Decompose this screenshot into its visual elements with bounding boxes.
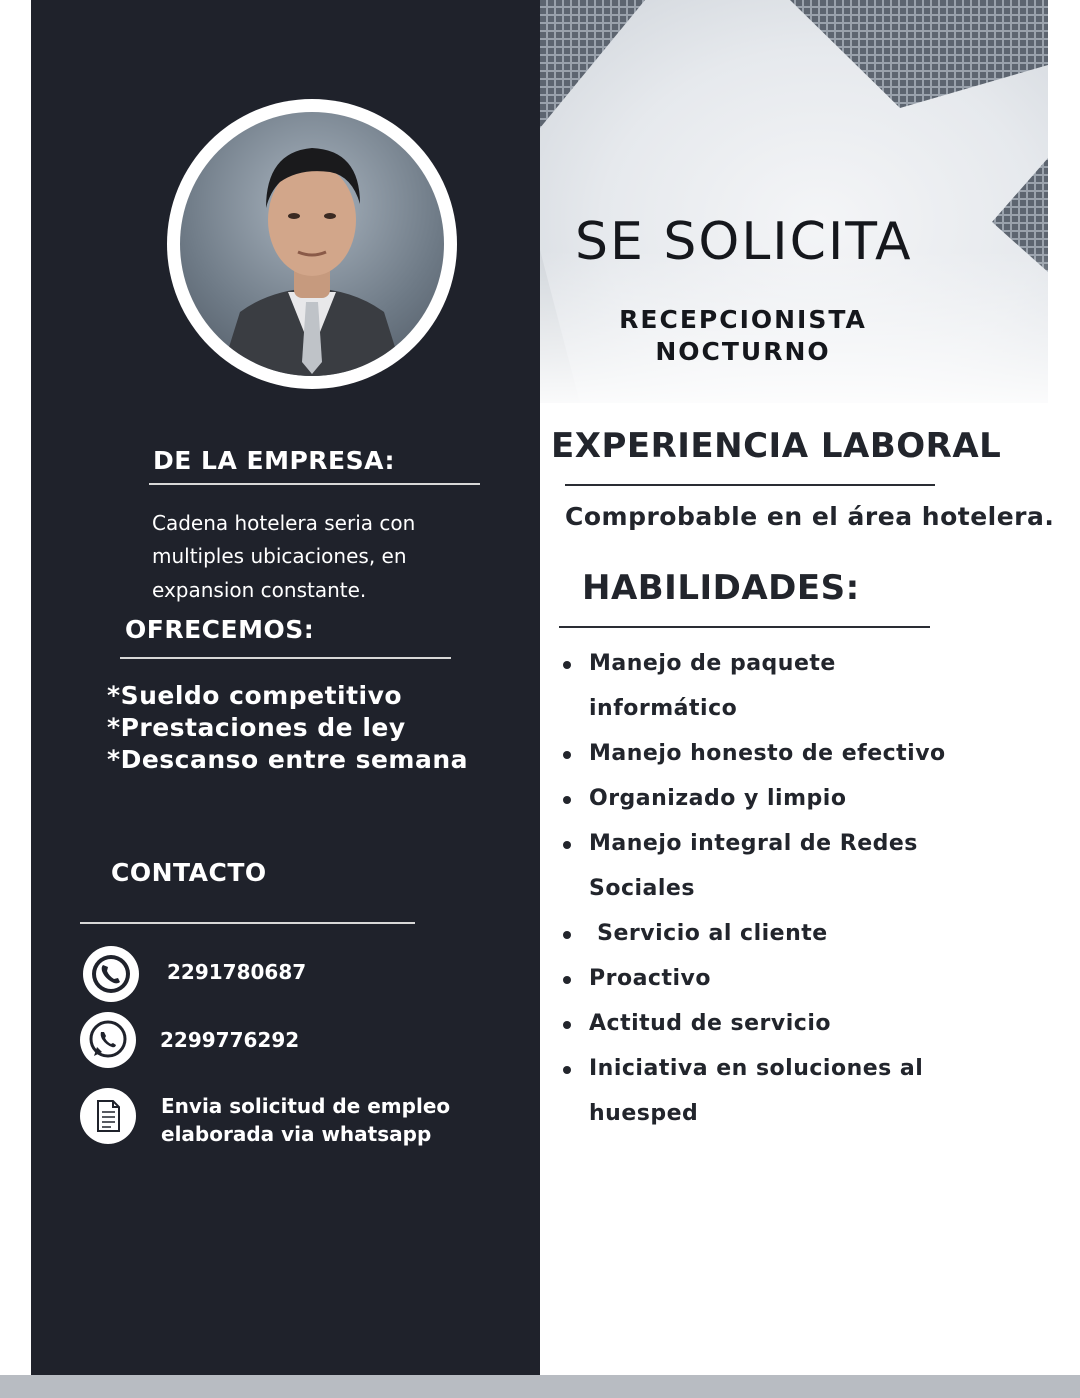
skill-bullet [563,1066,571,1074]
company-description-line3: expansion constante. [152,578,367,602]
skill-item-continuation: Sociales [589,876,695,901]
contact-note-line2: elaborada via whatsapp [161,1122,432,1146]
skill-bullet [563,976,571,984]
person-illustration [180,112,444,376]
skill-item: Proactivo [589,966,711,991]
skill-item-continuation: informático [589,696,738,721]
contact-divider [80,922,415,924]
offer-item: *Sueldo competitivo [107,681,403,710]
company-divider [149,483,480,485]
skill-item: Manejo honesto de efectivo [589,741,946,766]
skill-item-continuation: huesped [589,1101,699,1126]
skill-item: Actitud de servicio [589,1011,831,1036]
offer-item: *Descanso entre semana [107,745,469,774]
skills-heading: HABILIDADES: [582,568,860,608]
offer-divider [120,657,451,659]
position-title-line1: RECEPCIONISTA [619,305,867,334]
skill-item: Organizado y limpio [589,786,847,811]
skill-bullet [563,796,571,804]
whatsapp-number[interactable]: 2299776292 [160,1028,300,1052]
contact-note-line1: Envia solicitud de empleo [161,1094,451,1118]
company-description-line2: multiples ubicaciones, en [152,544,407,568]
experience-text: Comprobable en el área hotelera. [565,502,1055,531]
phone-icon [83,946,139,1002]
experience-divider [565,484,935,486]
company-description-line1: Cadena hotelera seria con [152,511,416,535]
whatsapp-icon [80,1012,136,1068]
experience-heading: EXPERIENCIA LABORAL [551,426,1002,466]
offer-heading: OFRECEMOS: [125,615,315,644]
skill-item: Servicio al cliente [589,921,828,946]
skill-item: Iniciativa en soluciones al [589,1056,924,1081]
profile-photo [167,99,457,389]
skill-bullet [563,661,571,669]
skill-bullet [563,931,571,939]
skill-bullet [563,841,571,849]
position-title-line2: NOCTURNO [655,337,831,366]
contact-heading: CONTACTO [111,858,267,887]
skill-bullet [563,1021,571,1029]
offer-item: *Prestaciones de ley [107,713,406,742]
document-icon [80,1088,136,1144]
company-heading: DE LA EMPRESA: [153,446,395,475]
hero-title: SE SOLICITA [575,212,913,272]
skill-bullet [563,751,571,759]
skill-item: Manejo de paquete [589,651,836,676]
footer-bar [0,1375,1080,1398]
phone-number[interactable]: 2291780687 [167,960,307,984]
skill-item: Manejo integral de Redes [589,831,918,856]
skills-divider [559,626,930,628]
